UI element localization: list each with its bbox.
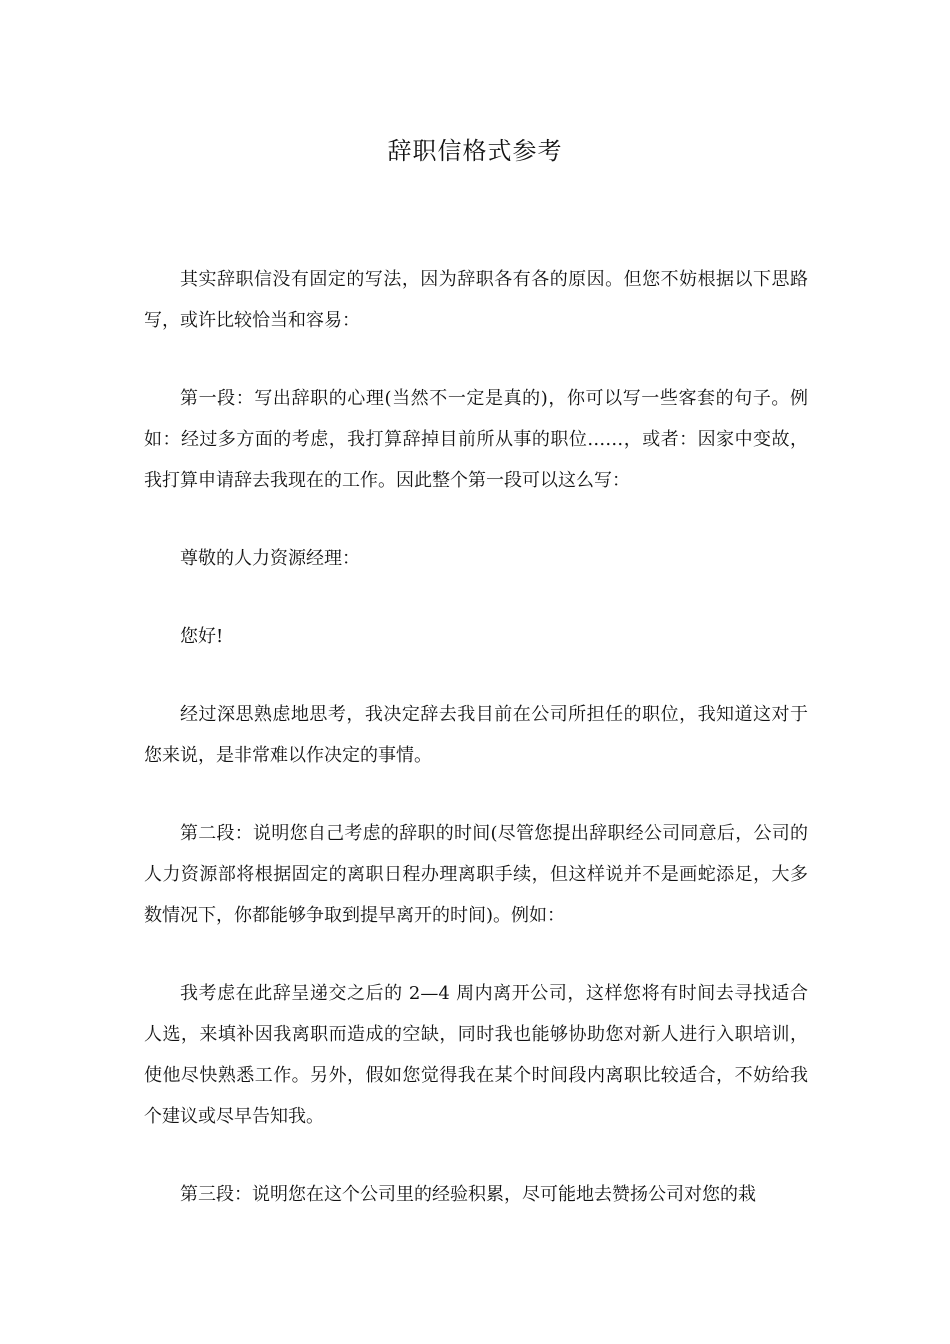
paragraph-first-section: 第一段：写出辞职的心理(当然不一定是真的)，你可以写一些客套的句子。例如：经过多方面的考虑，我打算辞掉目前所从事的职位……，或者：因家中变故，我打算申请辞去我现在的工作。因此整个第一段可以这么写： [144, 388, 808, 491]
paragraph-decision: 经过深思熟虑地思考，我决定辞去我目前在公司所担任的职位，我知道这对于您来说，是非常难以作决定的事情。 [144, 704, 808, 766]
paragraph-intro: 其实辞职信没有固定的写法，因为辞职各有各的原因。但您不妨根据以下思路写，或许比较恰当和容易： [144, 269, 808, 331]
paragraph-greeting: 您好! [180, 626, 224, 647]
paragraph-second-section: 第二段：说明您自己考虑的辞职的时间(尽管您提出辞职经公司同意后，公司的人力资源部将根据固定的离职日程办理离职手续，但这样说并不是画蛇添足，大多数情况下，你都能够争取到提早离开的时间)。例如： [144, 823, 808, 926]
document-title: 辞职信格式参考 [387, 137, 563, 165]
paragraph-timing-example: 我考虑在此辞呈递交之后的 2—4 周内离开公司，这样您将有时间去寻找适合人选，来填补因我离职而造成的空缺，同时我也能够协助您对新人进行入职培训，使他尽快熟悉工作。另外，假如您觉得我在某个时间段内离职比较适合，不妨给我个建议或尽早告知我。 [144, 983, 808, 1127]
paragraph-third-section: 第三段：说明您在这个公司里的经验积累，尽可能地去赞扬公司对您的栽 [180, 1184, 756, 1205]
paragraph-salutation: 尊敬的人力资源经理： [180, 548, 360, 569]
document-body [144, 259, 808, 1215]
